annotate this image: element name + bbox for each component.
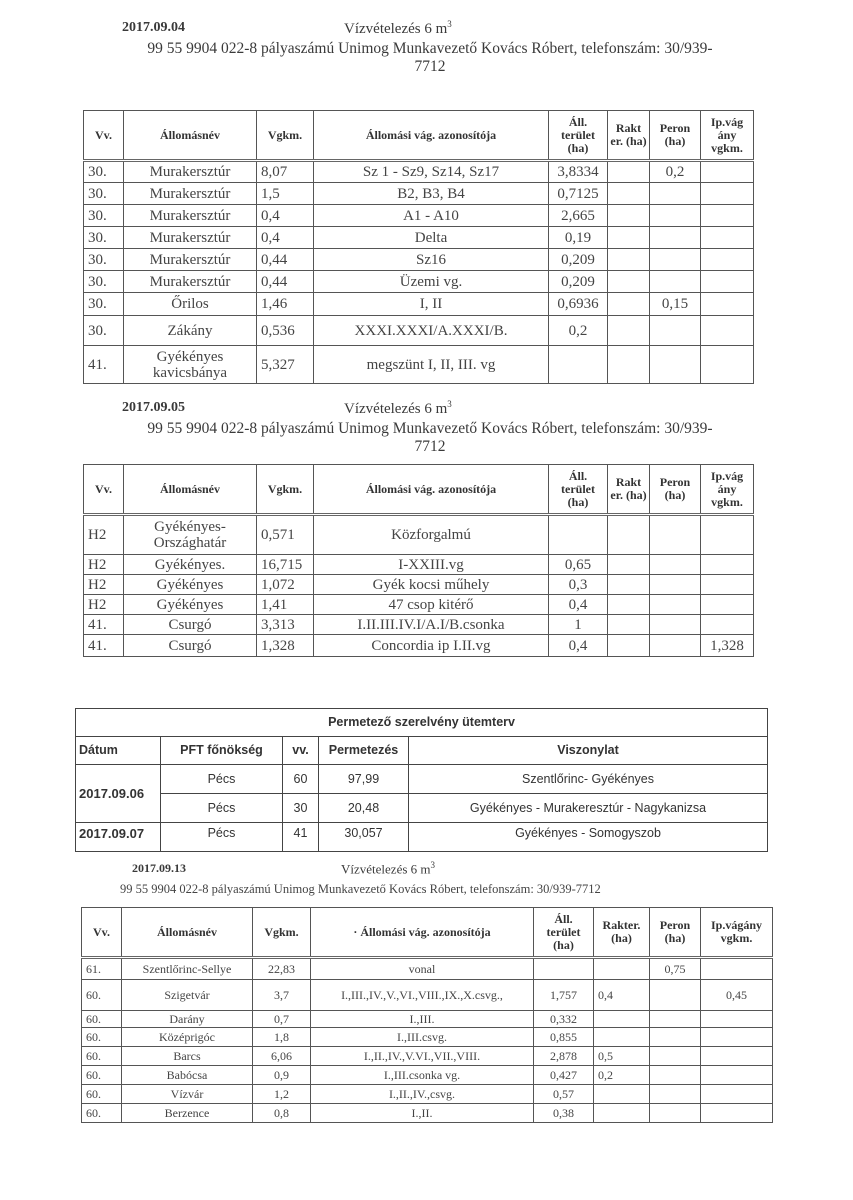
cell [608,227,650,249]
col-vgkm: Vgkm. [253,908,311,958]
cell: Pécs [161,794,283,823]
cell [549,515,608,555]
col-date: Dátum [76,737,161,765]
cell: 0,19 [549,227,608,249]
table-row [76,823,768,852]
table-row [82,1047,773,1066]
cell: Barcs [122,1047,253,1066]
table-row [84,293,754,316]
cell: 0,427 [534,1066,594,1085]
table-row [84,555,754,575]
spray-header-row [76,737,768,765]
cell: 0,44 [257,271,314,293]
cell: Csurgó [124,635,257,657]
cell: Csurgó [124,615,257,635]
table-header-row [82,908,773,958]
cell: I.II.III.IV.I/A.I/B.csonka [314,615,549,635]
cell: I.,III.,IV.,V.,VI.,VIII.,IX.,X.csvg., [311,980,534,1011]
cell: 3,7 [253,980,311,1011]
cell [608,635,650,657]
cell [650,1085,701,1104]
cell: Gyékényes. [124,555,257,575]
cell: Gyékényes [124,595,257,615]
cell: 22,83 [253,958,311,980]
cell: Gyékényes - Murakeresztúr - Nagykanizsa [409,794,768,823]
cell: 2,665 [549,205,608,227]
cell [594,1104,650,1123]
table-row [84,205,754,227]
cell [701,316,754,346]
cell: 1,2 [253,1085,311,1104]
cell: vonal [311,958,534,980]
cell: Pécs [161,765,283,794]
cell [608,595,650,615]
section3-subtitle: 99 55 9904 022-8 pályaszámú Unimog Munkavezető Kovács Róbert, telefonszám: 30/939-7712 [120,882,601,896]
cell [650,980,701,1011]
cell: megszünt I, II, III. vg [314,346,549,384]
cell: Szigetvár [122,980,253,1011]
cell [608,316,650,346]
cell: I.,II.,IV.,V.VI.,VII.,VIII. [311,1047,534,1066]
cell: 30. [84,227,124,249]
cell: 0,4 [257,227,314,249]
cell: Gyékényes- Országhatár [124,515,257,555]
col-pft-office: PFT főnökség [161,737,283,765]
cell: 1,328 [701,635,754,657]
cell: 30 [283,794,319,823]
cell: 30. [84,316,124,346]
col-vgkm: Vgkm. [257,111,314,161]
cell: 0,571 [257,515,314,555]
cell: Darány [122,1011,253,1028]
cell [608,249,650,271]
cell [701,346,754,384]
table-row [84,227,754,249]
table-row [82,980,773,1011]
col-vv: Vv. [82,908,122,958]
cell [650,1066,701,1085]
table-row [84,515,754,555]
col-vv: Vv. [84,465,124,515]
col-station: Állomásnév [124,111,257,161]
cell [608,575,650,595]
date-cell: 2017.09.06 [76,765,161,823]
col-vv: vv. [283,737,319,765]
cell: 0,855 [534,1028,594,1047]
col-industrial-track: Ip.vág ány vgkm. [701,465,754,515]
section1-subtitle-line1: 99 55 9904 022-8 pályaszámú Unimog Munkavezető Kovács Róbert, telefonszám: 30/939- [147,40,713,57]
cell: 0,75 [650,958,701,980]
cell: Murakersztúr [124,183,257,205]
cell [594,958,650,980]
cell: 0,7 [253,1011,311,1028]
cell [650,555,701,575]
cell [608,515,650,555]
section1-title-sup: 3 [447,19,452,29]
cell: 60. [82,1011,122,1028]
table-row [82,958,773,980]
cell [549,346,608,384]
cell: 8,07 [257,161,314,183]
spray-title-row [76,709,768,737]
col-storage: Rakt er. (ha) [608,465,650,515]
cell [608,293,650,316]
table-row [84,346,754,384]
section2-title [344,399,452,418]
cell: 0,4 [549,635,608,657]
section3-title-text: Vízvételezés 6 m [341,861,431,877]
cell: Középrigóc [122,1028,253,1047]
cell: Sz16 [314,249,549,271]
cell: B2, B3, B4 [314,183,549,205]
table-row [84,316,754,346]
section3-title-sup: 3 [430,860,436,870]
cell [608,346,650,384]
col-spraying: Permetezés [319,737,409,765]
cell: 0,4 [549,595,608,615]
cell: I.,II. [311,1104,534,1123]
col-platform: Peron (ha) [650,908,701,958]
table-row [84,183,754,205]
cell [594,1085,650,1104]
section2-subtitle-line2: 7712 [414,438,446,455]
spray-schedule-title: Permetező szerelvény ütemterv [76,709,768,737]
cell [701,555,754,575]
table-header-row [84,465,754,515]
cell [701,1066,773,1085]
table-row [76,794,768,823]
cell: 41. [84,346,124,384]
cell: 1,41 [257,595,314,615]
table-row [84,249,754,271]
cell [650,271,701,293]
table-row [84,161,754,183]
cell: Őrilos [124,293,257,316]
cell: A1 - A10 [314,205,549,227]
cell: 60. [82,1066,122,1085]
cell: 0,209 [549,249,608,271]
section3-table [81,907,773,1123]
cell [650,1104,701,1123]
cell [650,205,701,227]
cell: 0,45 [701,980,773,1011]
col-track-id: Állomási vág. azonosítója [314,111,549,161]
cell: Pécs [161,823,283,852]
cell [650,346,701,384]
cell [608,615,650,635]
section1-subtitle-line2: 7712 [414,58,446,75]
cell: 0,2 [549,316,608,346]
col-station: Állomásnév [122,908,253,958]
cell [701,227,754,249]
cell [650,575,701,595]
section1-table [83,110,754,384]
cell [701,249,754,271]
cell: Gyék kocsi műhely [314,575,549,595]
cell: 60. [82,1104,122,1123]
cell: 30. [84,271,124,293]
cell: H2 [84,515,124,555]
cell: I.,II.,IV.,csvg. [311,1085,534,1104]
col-platform: Peron (ha) [650,465,701,515]
cell [701,1028,773,1047]
cell: Gyékényes kavicsbánya [124,346,257,384]
table-row [84,575,754,595]
table-row [84,635,754,657]
cell: 97,99 [319,765,409,794]
col-industrial-track: Ip.vág ány vgkm. [701,111,754,161]
cell: 41 [283,823,319,852]
cell [701,1047,773,1066]
cell [650,635,701,657]
cell: 0,44 [257,249,314,271]
cell: Concordia ip I.II.vg [314,635,549,657]
cell [650,316,701,346]
cell: 47 csop kitérő [314,595,549,615]
section1-title [344,19,452,38]
cell: 60. [82,1085,122,1104]
cell [701,1011,773,1028]
cell: 0,15 [650,293,701,316]
cell [701,615,754,635]
cell: I.,III.csvg. [311,1028,534,1047]
cell: Murakersztúr [124,271,257,293]
col-station: Állomásnév [124,465,257,515]
cell: H2 [84,575,124,595]
cell: Zákány [124,316,257,346]
cell: 30. [84,249,124,271]
cell [701,575,754,595]
cell: 16,715 [257,555,314,575]
cell: 0,2 [650,161,701,183]
cell: 0,4 [257,205,314,227]
cell: H2 [84,555,124,575]
cell [701,293,754,316]
cell: 0,57 [534,1085,594,1104]
cell: 60 [283,765,319,794]
cell [650,615,701,635]
cell: I.,III.csonka vg. [311,1066,534,1085]
cell: 0,5 [594,1047,650,1066]
col-area: Áll. terület (ha) [534,908,594,958]
cell: I-XXIII.vg [314,555,549,575]
cell: 0,65 [549,555,608,575]
section2-title-sup: 3 [447,399,452,409]
cell: 3,8334 [549,161,608,183]
cell: XXXI.XXXI/A.XXXI/B. [314,316,549,346]
col-track-id: · Állomási vág. azonosítója [311,908,534,958]
col-area: Áll. terület (ha) [549,465,608,515]
col-platform: Peron (ha) [650,111,701,161]
cell: 41. [84,635,124,657]
cell: 60. [82,980,122,1011]
cell [701,1104,773,1123]
section2-subtitle [60,420,800,456]
cell: 1,072 [257,575,314,595]
cell: 0,3 [549,575,608,595]
section2-table [83,464,754,657]
table-row [82,1066,773,1085]
cell: Vízvár [122,1085,253,1104]
table-row [82,1028,773,1047]
cell: Közforgalmú [314,515,549,555]
cell: 30. [84,205,124,227]
table-row [76,765,768,794]
col-storage: Rakt er. (ha) [608,111,650,161]
cell: 1,757 [534,980,594,1011]
cell: Delta [314,227,549,249]
table-row [84,615,754,635]
col-industrial-track: Ip.vágány vgkm. [701,908,773,958]
cell: 30,057 [319,823,409,852]
cell: 0,209 [549,271,608,293]
cell: 0,38 [534,1104,594,1123]
cell: 6,06 [253,1047,311,1066]
cell: 0,536 [257,316,314,346]
cell: 1,5 [257,183,314,205]
spray-schedule-table [75,708,768,852]
cell: Murakersztúr [124,249,257,271]
cell: 2,878 [534,1047,594,1066]
date-cell: 2017.09.07 [76,823,161,852]
cell: I.,III. [311,1011,534,1028]
cell [701,958,773,980]
cell: 0,332 [534,1011,594,1028]
cell: 60. [82,1028,122,1047]
cell: 60. [82,1047,122,1066]
cell: 1,8 [253,1028,311,1047]
cell: Berzence [122,1104,253,1123]
cell: 0,6936 [549,293,608,316]
col-storage: Rakter. (ha) [594,908,650,958]
cell: Sz 1 - Sz9, Sz14, Sz17 [314,161,549,183]
cell: 0,9 [253,1066,311,1085]
cell: Murakersztúr [124,161,257,183]
section1-date: 2017.09.04 [122,20,185,35]
cell: 30. [84,161,124,183]
cell [701,515,754,555]
cell: Szentlőrinc-Sellye [122,958,253,980]
cell: 0,4 [594,980,650,1011]
table-row [84,595,754,615]
cell: 5,327 [257,346,314,384]
table-row [84,271,754,293]
cell [608,555,650,575]
cell: 0,2 [594,1066,650,1085]
cell: Szentlőrinc- Gyékényes [409,765,768,794]
cell: Gyékényes - Somogyszob [409,823,768,852]
col-vgkm: Vgkm. [257,465,314,515]
cell [650,1011,701,1028]
table-header-row [84,111,754,161]
cell [701,161,754,183]
cell [608,271,650,293]
cell: 20,48 [319,794,409,823]
cell [594,1011,650,1028]
section2-title-text: Vízvételezés 6 m [344,401,448,417]
cell: 41. [84,615,124,635]
col-track-id: Állomási vág. azonosítója [314,465,549,515]
cell [608,161,650,183]
cell [701,183,754,205]
cell [650,249,701,271]
cell [594,1028,650,1047]
col-area: Áll. terület (ha) [549,111,608,161]
col-route: Viszonylat [409,737,768,765]
cell [650,1028,701,1047]
col-vv: Vv. [84,111,124,161]
cell: 3,313 [257,615,314,635]
cell [650,227,701,249]
cell [701,205,754,227]
cell: Murakersztúr [124,227,257,249]
cell: Gyékényes [124,575,257,595]
cell [701,595,754,615]
cell [701,271,754,293]
cell: 1,46 [257,293,314,316]
cell: 0,8 [253,1104,311,1123]
section2-date: 2017.09.05 [122,400,185,415]
cell: Babócsa [122,1066,253,1085]
table-row [82,1011,773,1028]
cell: H2 [84,595,124,615]
cell: 0,7125 [549,183,608,205]
cell: Üzemi vg. [314,271,549,293]
cell: 61. [82,958,122,980]
section2-subtitle-line1: 99 55 9904 022-8 pályaszámú Unimog Munkavezető Kovács Róbert, telefonszám: 30/939- [147,420,713,437]
section1-subtitle [60,40,800,76]
cell [534,958,594,980]
cell [608,183,650,205]
cell [608,205,650,227]
cell: 1 [549,615,608,635]
cell: 1,328 [257,635,314,657]
cell [701,1085,773,1104]
table-row [82,1085,773,1104]
section1-title-text: Vízvételezés 6 m [344,21,448,37]
cell [650,595,701,615]
section3-date: 2017.09.13 [132,861,186,875]
section3-title [341,860,435,877]
cell: Murakersztúr [124,205,257,227]
cell [650,515,701,555]
cell: 30. [84,293,124,316]
cell [650,1047,701,1066]
cell: 30. [84,183,124,205]
cell: I, II [314,293,549,316]
cell [650,183,701,205]
table-row [82,1104,773,1123]
